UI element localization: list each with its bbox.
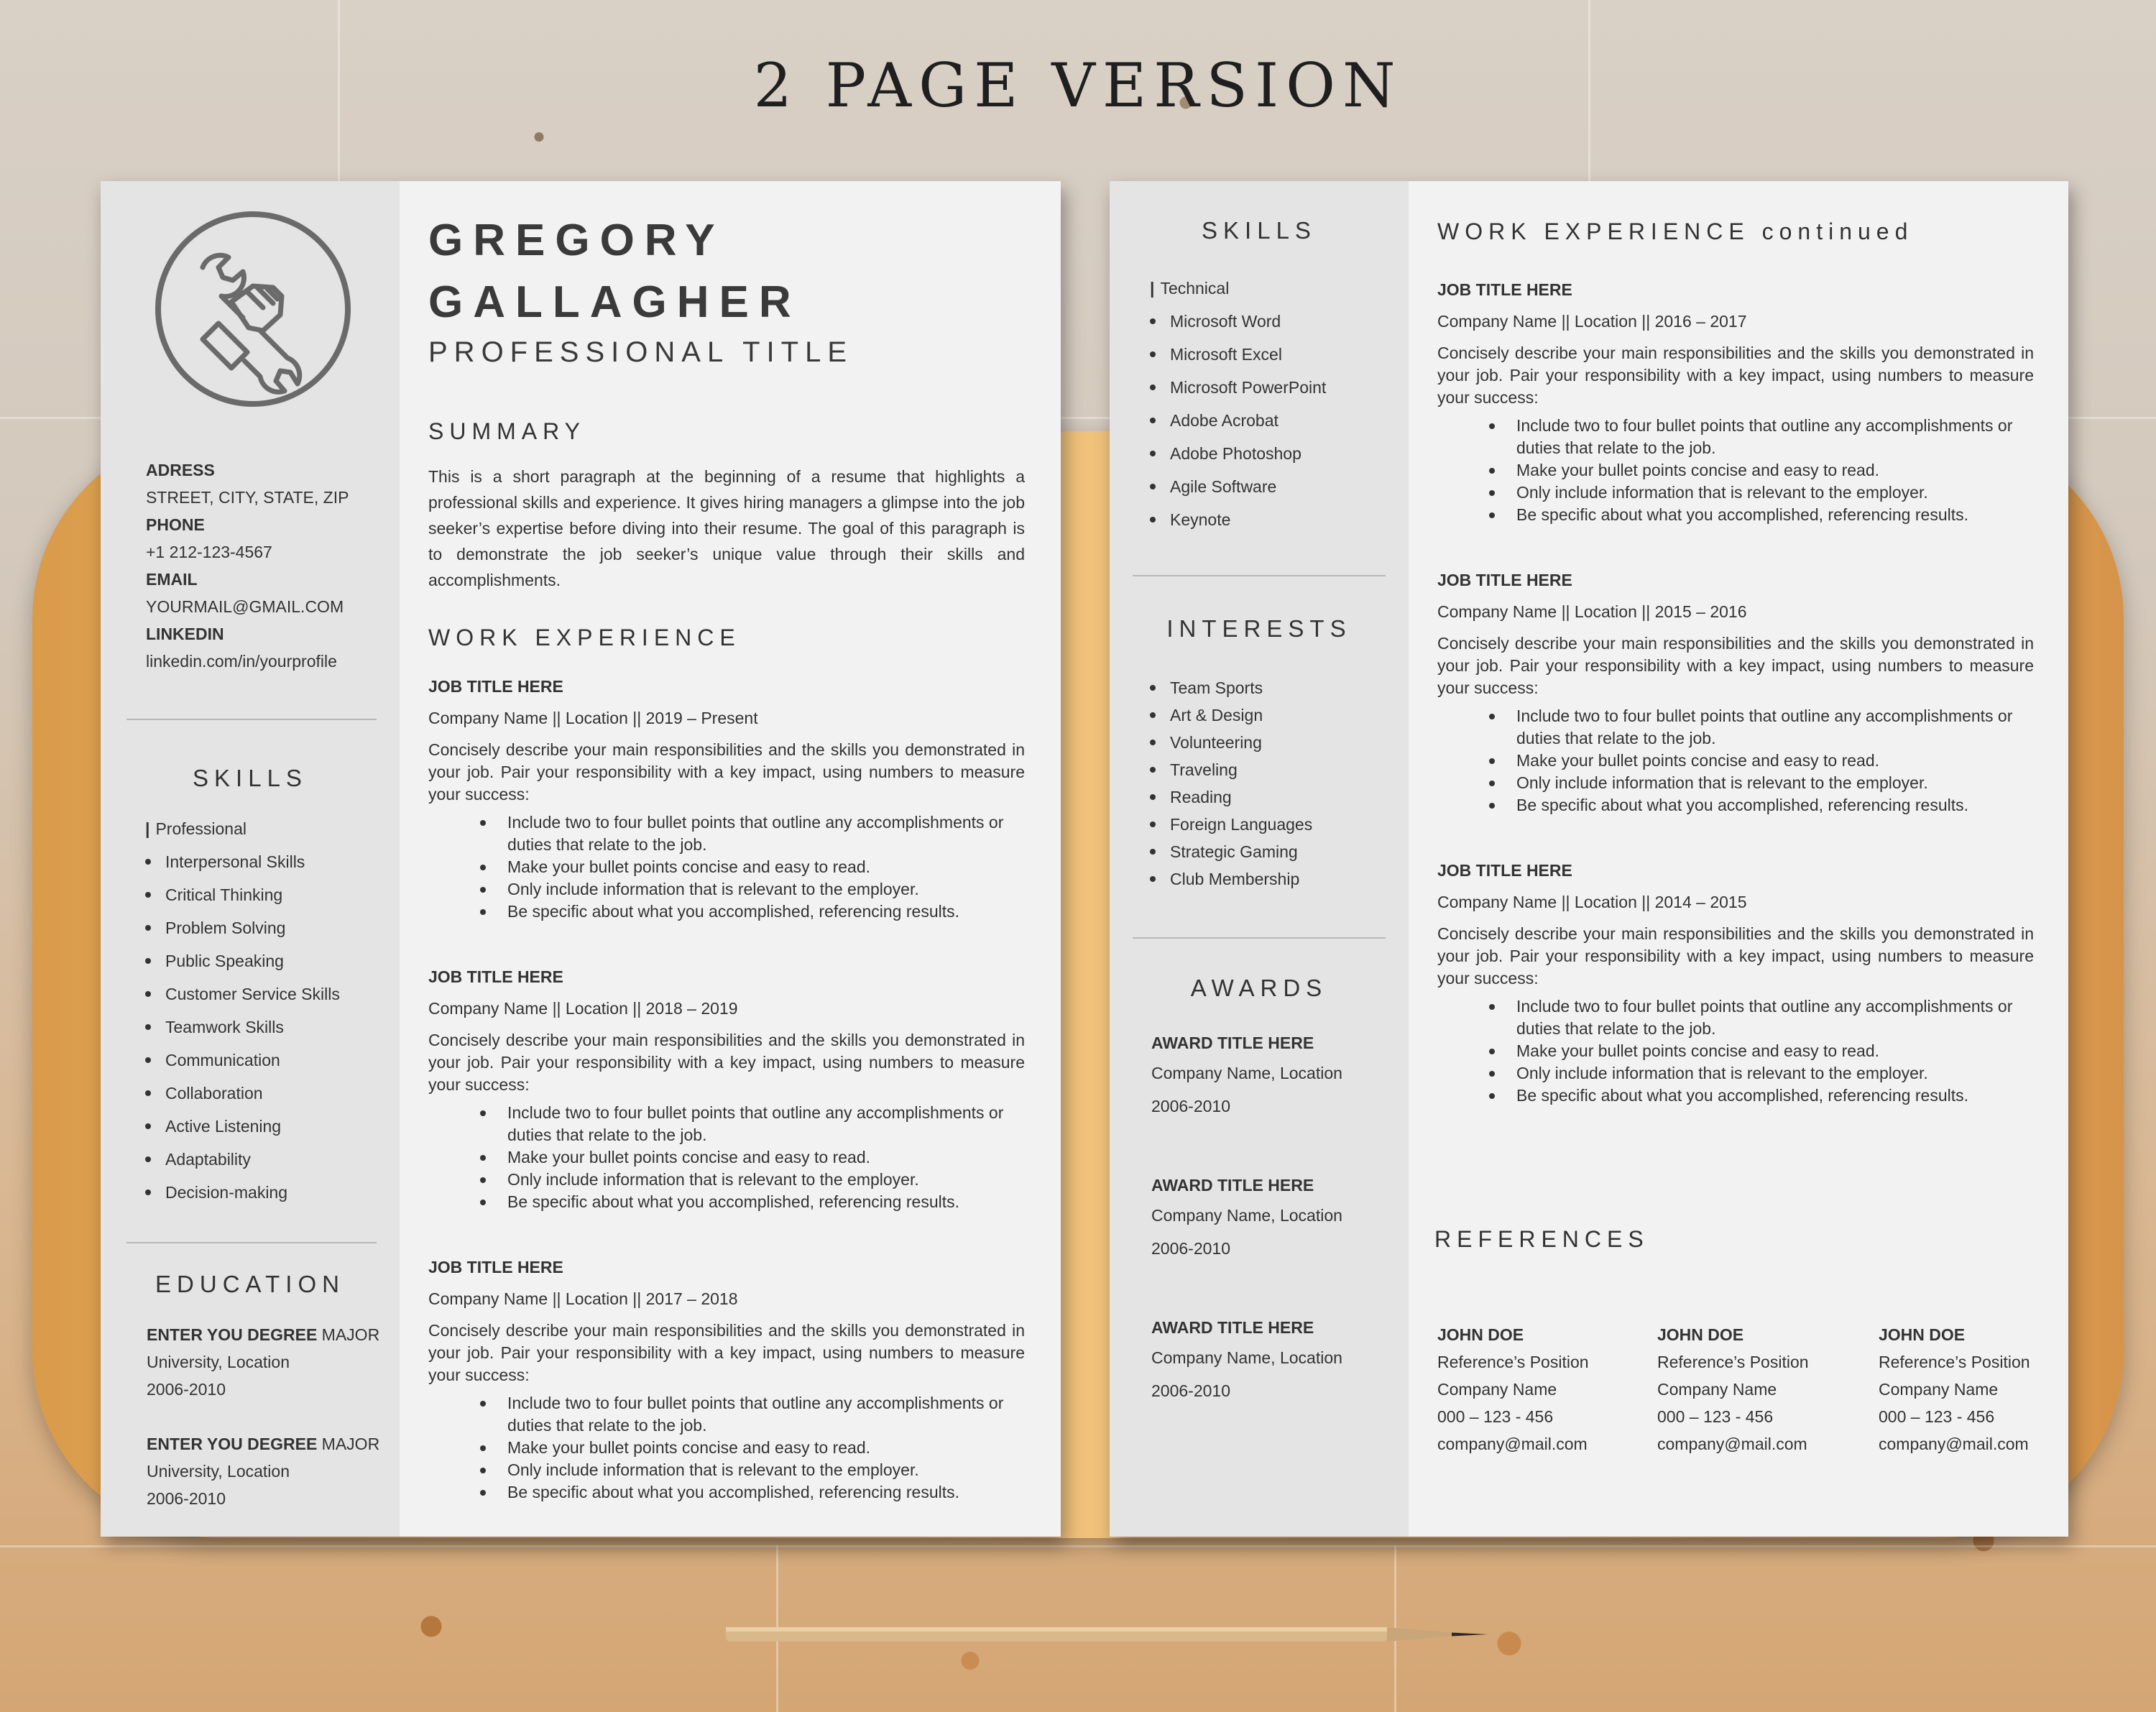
job-entry xyxy=(428,676,1025,923)
list-item: Include two to four bullet points that outline any accomplishments or duties that relate to the job. xyxy=(1516,995,2034,1040)
list-item: Agile Software xyxy=(1150,470,1326,503)
award-years: 2006-2010 xyxy=(1151,1381,1230,1400)
reference-position: Reference’s Position xyxy=(1879,1353,2030,1371)
address-label: ADRESS xyxy=(146,461,215,479)
list-item: Be specific about what you accomplished, referencing results. xyxy=(507,901,1025,923)
reference-email: company@mail.com xyxy=(1879,1435,2029,1453)
skills-heading: SKILLS xyxy=(193,765,308,791)
person-name: GREGORY GALLAGHER xyxy=(428,216,801,327)
award-entry xyxy=(1151,1032,1342,1117)
references-heading: REFERENCES xyxy=(1434,1226,1649,1252)
job-title: JOB TITLE HERE xyxy=(428,677,563,696)
degree: ENTER YOU DEGREE xyxy=(147,1435,318,1453)
address-value: STREET, CITY, STATE, ZIP xyxy=(146,488,349,507)
reference-phone: 000 – 123 - 456 xyxy=(1437,1407,1554,1426)
reference-email: company@mail.com xyxy=(1657,1435,1807,1453)
skills-category: | Professional xyxy=(145,819,247,838)
education-entry xyxy=(147,1430,379,1512)
major: MAJOR xyxy=(317,1435,380,1453)
major: MAJOR xyxy=(317,1325,380,1344)
list-item: Adobe Acrobat xyxy=(1150,404,1326,437)
school: University, Location xyxy=(147,1353,290,1371)
professional-title: PROFESSIONAL TITLE xyxy=(428,336,854,368)
email-label: EMAIL xyxy=(146,570,198,589)
resume-page-2 xyxy=(1110,181,2068,1537)
job-company: Company Name || Location || 2017 – 2018 xyxy=(428,1289,738,1308)
reference-company: Company Name xyxy=(1879,1380,1999,1399)
award-title: AWARD TITLE HERE xyxy=(1151,1176,1314,1195)
banner-title: 2 PAGE VERSION xyxy=(753,50,1403,121)
divider xyxy=(126,719,377,720)
divider xyxy=(1133,575,1386,576)
list-item: Only include information that is relevant to the employer. xyxy=(1516,482,2034,504)
list-item: Include two to four bullet points that outline any accomplishments or duties that relate to the job. xyxy=(507,811,1025,856)
job-bullets xyxy=(1516,705,2034,816)
list-item: Active Listening xyxy=(145,1110,340,1143)
job-bullets xyxy=(507,1392,1025,1504)
list-item: Customer Service Skills xyxy=(145,977,340,1011)
skills-category: | Technical xyxy=(1150,279,1230,298)
list-item: Only include information that is relevant to the employer. xyxy=(1516,772,2034,794)
tile-seam xyxy=(0,1545,2156,1547)
phone-label: PHONE xyxy=(146,515,205,534)
list-item: Be specific about what you accomplished, referencing results. xyxy=(507,1481,1025,1504)
reference-name: JOHN DOE xyxy=(1879,1325,1966,1344)
interests-heading: INTERESTS xyxy=(1166,615,1352,642)
interests-list xyxy=(1150,674,1312,893)
job-title: JOB TITLE HERE xyxy=(428,967,563,986)
list-item: Foreign Languages xyxy=(1150,811,1312,838)
summary-heading: SUMMARY xyxy=(428,418,586,444)
list-item: Make your bullet points concise and easy to read. xyxy=(1516,1040,2034,1062)
education-entry xyxy=(147,1321,379,1403)
reference-company: Company Name xyxy=(1657,1380,1777,1399)
list-item: Collaboration xyxy=(145,1077,340,1110)
skills-list xyxy=(145,812,340,1209)
job-company: Company Name || Location || 2014 – 2015 xyxy=(1437,893,1747,911)
job-title: JOB TITLE HERE xyxy=(428,1258,563,1276)
list-item: Microsoft Word xyxy=(1150,305,1326,338)
award-entry xyxy=(1151,1317,1342,1402)
job-entry xyxy=(428,1256,1025,1504)
job-description: Concisely describe your main responsibilities and the skills you demonstrated in your job. Pair your responsibility with a key impact, using numbers to measure your success: xyxy=(1437,634,2034,697)
list-item: Make your bullet points concise and easy to read. xyxy=(507,856,1025,878)
list-item: Adaptability xyxy=(145,1143,340,1176)
job-description: Concisely describe your main responsibilities and the skills you demonstrated in your job. Pair your responsibility with a key impact, using numbers to measure your success: xyxy=(428,1031,1025,1094)
list-item: Team Sports xyxy=(1150,674,1312,701)
job-entry xyxy=(428,966,1025,1213)
contact-block xyxy=(146,456,349,675)
list-item: Decision-making xyxy=(145,1176,340,1209)
list-item: Critical Thinking xyxy=(145,878,340,911)
job-entry xyxy=(1437,279,2034,526)
list-item: Be specific about what you accomplished, referencing results. xyxy=(1516,1085,2034,1107)
list-item: Make your bullet points concise and easy to read. xyxy=(507,1146,1025,1169)
job-bullets xyxy=(1516,415,2034,526)
reference-entry xyxy=(1879,1321,2030,1458)
job-bullets xyxy=(507,811,1025,923)
reference-entry xyxy=(1437,1321,1589,1458)
job-description: Concisely describe your main responsibilities and the skills you demonstrated in your job. Pair your responsibility with a key impact, using numbers to measure your success: xyxy=(1437,924,2034,988)
job-entry xyxy=(1437,860,2034,1107)
divider xyxy=(1133,937,1386,939)
school: University, Location xyxy=(147,1462,290,1481)
job-title: JOB TITLE HERE xyxy=(1437,571,1572,589)
job-company: Company Name || Location || 2019 – Present xyxy=(428,709,758,727)
list-item: Include two to four bullet points that outline any accomplishments or duties that relate to the job. xyxy=(507,1102,1025,1146)
reference-company: Company Name xyxy=(1437,1380,1557,1399)
list-item: Microsoft Excel xyxy=(1150,338,1326,371)
list-item: Teamwork Skills xyxy=(145,1011,340,1044)
job-company: Company Name || Location || 2015 – 2016 xyxy=(1437,602,1747,621)
reference-name: JOHN DOE xyxy=(1437,1325,1524,1344)
awards-heading: AWARDS xyxy=(1190,975,1328,1001)
email-value: YOURMAIL@GMAIL.COM xyxy=(146,597,344,616)
job-description: Concisely describe your main responsibilities and the skills you demonstrated in your job. Pair your responsibility with a key impact, using numbers to measure your success: xyxy=(428,740,1025,804)
job-title: JOB TITLE HERE xyxy=(1437,861,1572,880)
award-entry xyxy=(1151,1174,1342,1259)
linkedin-label: LINKEDIN xyxy=(146,625,224,643)
list-item: Public Speaking xyxy=(145,944,340,977)
main-column xyxy=(1409,181,2068,1537)
list-item: Art & Design xyxy=(1150,701,1312,729)
skills-heading: SKILLS xyxy=(1202,217,1317,244)
award-title: AWARD TITLE HERE xyxy=(1151,1034,1314,1052)
education-heading: EDUCATION xyxy=(155,1271,345,1297)
list-item: Be specific about what you accomplished, referencing results. xyxy=(1516,794,2034,816)
reference-phone: 000 – 123 - 456 xyxy=(1879,1407,1995,1426)
list-item: Include two to four bullet points that outline any accomplishments or duties that relate to the job. xyxy=(507,1392,1025,1437)
job-company: Company Name || Location || 2016 – 2017 xyxy=(1437,312,1747,331)
job-company: Company Name || Location || 2018 – 2019 xyxy=(428,999,738,1018)
linkedin-value: linkedin.com/in/yourprofile xyxy=(146,652,337,671)
job-description: Concisely describe your main responsibilities and the skills you demonstrated in your job. Pair your responsibility with a key impact, using numbers to measure your success: xyxy=(1437,344,2034,407)
years: 2006-2010 xyxy=(147,1380,226,1399)
list-item: Be specific about what you accomplished, referencing results. xyxy=(1516,504,2034,526)
years: 2006-2010 xyxy=(147,1489,226,1508)
list-item: Problem Solving xyxy=(145,911,340,944)
list-item: Only include information that is relevant to the employer. xyxy=(507,1459,1025,1481)
reference-position: Reference’s Position xyxy=(1657,1353,1809,1371)
list-item: Traveling xyxy=(1150,756,1312,783)
reference-entry xyxy=(1657,1321,1809,1458)
summary-text: This is a short paragraph at the beginning of a resume that highlights a professional skills and experience. It gives hiring managers a glimpse into the job seeker’s expertise before diving into their resume. The goal of this paragraph is to demonstrate the job seeker’s unique value through their skills and accomplishments. xyxy=(428,467,1025,589)
list-item: Keynote xyxy=(1150,503,1326,536)
list-item: Volunteering xyxy=(1150,729,1312,756)
list-item: Interpersonal Skills xyxy=(145,845,340,878)
main-column xyxy=(400,181,1061,1537)
divider xyxy=(126,1242,377,1243)
pencil-icon xyxy=(726,1623,1488,1646)
list-item: Only include information that is relevant to the employer. xyxy=(507,878,1025,901)
job-bullets xyxy=(507,1102,1025,1213)
list-item: Include two to four bullet points that outline any accomplishments or duties that relate to the job. xyxy=(1516,415,2034,459)
award-years: 2006-2010 xyxy=(1151,1097,1230,1115)
list-item: Only include information that is relevant to the employer. xyxy=(1516,1062,2034,1085)
list-item: Make your bullet points concise and easy to read. xyxy=(1516,459,2034,482)
award-title: AWARD TITLE HERE xyxy=(1151,1318,1314,1337)
job-title: JOB TITLE HERE xyxy=(1437,280,1572,299)
reference-name: JOHN DOE xyxy=(1657,1325,1744,1344)
list-item: Include two to four bullet points that outline any accomplishments or duties that relate to the job. xyxy=(1516,705,2034,750)
work-continued-heading: WORK EXPERIENCE continued xyxy=(1437,218,1914,244)
list-item: Adobe Photoshop xyxy=(1150,437,1326,470)
work-heading: WORK EXPERIENCE xyxy=(428,625,741,650)
list-item: Microsoft PowerPoint xyxy=(1150,371,1326,404)
list-item: Only include information that is relevant to the employer. xyxy=(507,1169,1025,1191)
list-item: Make your bullet points concise and easy to read. xyxy=(1516,750,2034,772)
award-company: Company Name, Location xyxy=(1151,1206,1342,1225)
list-item: Make your bullet points concise and easy to read. xyxy=(507,1437,1025,1459)
phone-value: +1 212-123-4567 xyxy=(146,543,272,561)
reference-position: Reference’s Position xyxy=(1437,1353,1589,1371)
list-item: Club Membership xyxy=(1150,865,1312,893)
skills-list xyxy=(1150,272,1326,536)
sidebar xyxy=(101,181,400,1537)
award-company: Company Name, Location xyxy=(1151,1348,1342,1367)
list-item: Communication xyxy=(145,1044,340,1077)
list-item: Strategic Gaming xyxy=(1150,838,1312,865)
award-company: Company Name, Location xyxy=(1151,1064,1342,1082)
list-item: Reading xyxy=(1150,783,1312,811)
list-item: Be specific about what you accomplished, referencing results. xyxy=(507,1191,1025,1213)
job-entry xyxy=(1437,569,2034,816)
reference-phone: 000 – 123 - 456 xyxy=(1657,1407,1774,1426)
reference-email: company@mail.com xyxy=(1437,1435,1588,1453)
wrench-hand-icon xyxy=(152,208,354,410)
sidebar xyxy=(1110,181,1409,1537)
award-years: 2006-2010 xyxy=(1151,1239,1230,1258)
job-bullets xyxy=(1516,995,2034,1107)
job-description: Concisely describe your main responsibilities and the skills you demonstrated in your job. Pair your responsibility with a key impact, using numbers to measure your success: xyxy=(428,1321,1025,1384)
resume-page-1 xyxy=(101,181,1061,1537)
degree: ENTER YOU DEGREE xyxy=(147,1325,318,1344)
